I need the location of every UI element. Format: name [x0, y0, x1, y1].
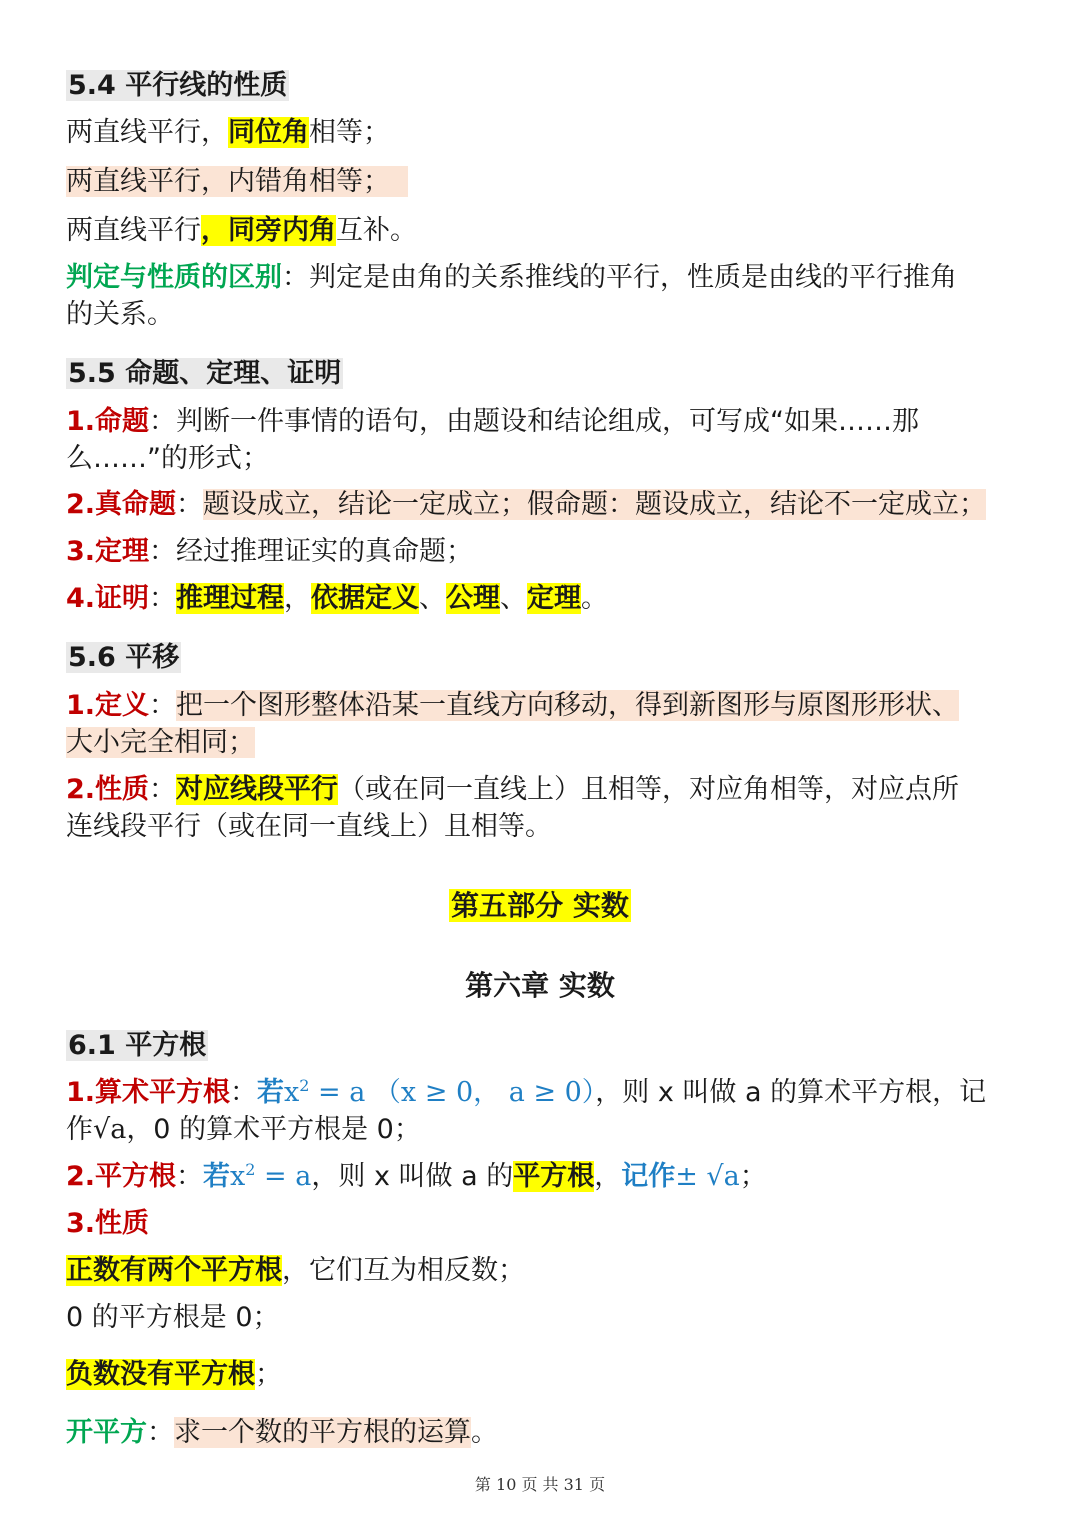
section-heading-5-4: [66, 68, 289, 104]
shaded-text: 题设成立，结论一定成立；假命题：题设成立，结论不一定成立；: [203, 489, 987, 520]
highlight: 平方根: [513, 1161, 595, 1192]
heading-text: 5.6 平移: [68, 642, 180, 673]
term-label: 3.定理: [66, 536, 150, 567]
text-line: 2.真命题：题设成立，结论一定成立；假命题：题设成立，结论不一定成立；: [66, 489, 987, 520]
text-line: 判定与性质的区别：判定是由角的关系推线的平行，性质是由线的平行推角: [66, 262, 957, 293]
term-label: 4.证明: [66, 583, 150, 614]
text-line: 1.命题：判断一件事情的语句，由题设和结论组成，可写成“如果……那: [66, 406, 920, 437]
text-line: 0 的平方根是 0；: [66, 1302, 280, 1333]
text-line: 开平方：求一个数的平方根的运算。: [66, 1417, 498, 1448]
text-line: 两直线平行，同位角相等；: [66, 117, 390, 148]
heading-text: 5.5 命题、定理、证明: [68, 358, 342, 389]
math-expression: = a: [255, 1161, 312, 1192]
text-line: 负数没有平方根；: [66, 1359, 282, 1390]
shaded-text: 两直线平行，内错角相等；: [66, 166, 408, 197]
term-label: 1.算术平方根: [66, 1077, 231, 1108]
term-label: 2.平方根: [66, 1161, 177, 1192]
text-line: 2.平方根：若$x^2 = a$，则 x 叫做 a 的平方根，记作± √a；: [66, 1160, 767, 1192]
highlight: 推理过程: [176, 583, 285, 614]
shaded-text: 求一个数的平方根的运算: [174, 1417, 471, 1448]
text-line: [66, 164, 408, 200]
text-line: 正数有两个平方根，它们互为相反数；: [66, 1255, 525, 1286]
sqrt-expression: ± √a: [675, 1161, 740, 1192]
text-line: [66, 725, 255, 761]
shaded-text: 把一个图形整体沿某一直线方向移动，得到新图形与原图形形状、: [176, 690, 960, 721]
text-line: 4.证明：推理过程，依据定义、公理、定理。: [66, 583, 609, 614]
highlight: ，同旁内角: [201, 215, 336, 246]
highlight: 公理: [446, 583, 501, 614]
highlight: 负数没有平方根: [66, 1359, 255, 1390]
term-label: 1.命题: [66, 406, 150, 437]
shaded-text: 大小完全相同；: [66, 727, 255, 758]
highlight: 正数有两个平方根: [66, 1255, 282, 1286]
text-line: 3.定理：经过推理证实的真命题；: [66, 536, 474, 567]
text-line: 2.性质：对应线段平行（或在同一直线上）且相等，对应角相等，对应点所: [66, 774, 960, 805]
section-heading-5-6: [66, 640, 181, 676]
text-line: 作√a，0 的算术平方根是 0；: [66, 1114, 421, 1145]
highlight: 依据定义: [311, 583, 420, 614]
text-line: 的关系。: [66, 299, 174, 330]
part-title: 第五部分 实数: [451, 889, 629, 922]
chapter-title: 第六章 实数: [465, 969, 615, 1002]
term-label: 2.真命题: [66, 489, 177, 520]
term-label: 3.性质: [66, 1208, 150, 1239]
text-line: 连线段平行（或在同一直线上）且相等。: [66, 811, 552, 842]
text-line: [66, 1206, 149, 1242]
text-line: 两直线平行，同旁内角互补。: [66, 215, 417, 246]
highlight: 定理: [527, 583, 582, 614]
highlight: 同位角: [228, 117, 309, 148]
text-line: 1.定义：把一个图形整体沿某一直线方向移动，得到新图形与原图形形状、: [66, 690, 960, 721]
heading-text: 5.4 平行线的性质: [68, 70, 288, 101]
text-line: 1.算术平方根：若$x^2 = a$ （x ≥ 0， a ≥ 0），则 x 叫做 a 的算术平方根，记: [66, 1076, 987, 1108]
page-number-footer: 第 10 页 共 31 页: [474, 1475, 606, 1494]
highlight: 对应线段平行: [176, 774, 339, 805]
term-label: 开平方: [66, 1417, 147, 1448]
text-line: 么……”的形式；: [66, 443, 269, 474]
math-expression: = a （x ≥ 0， a ≥ 0）: [309, 1077, 596, 1108]
term-label: 判定与性质的区别: [66, 262, 282, 293]
section-heading-6-1: [66, 1028, 208, 1064]
term-label: 2.性质: [66, 774, 150, 805]
heading-text: 6.1 平方根: [68, 1030, 207, 1061]
term-label: 1.定义: [66, 690, 150, 721]
section-heading-5-5: [66, 356, 343, 392]
sqrt-expression: √a: [93, 1114, 127, 1145]
